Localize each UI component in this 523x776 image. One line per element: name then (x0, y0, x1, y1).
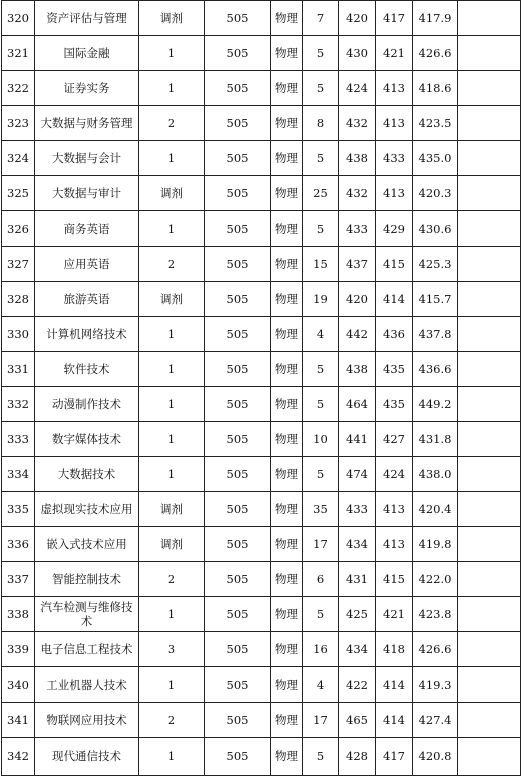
group-code-cell: 505 (205, 421, 271, 456)
empty-cell (458, 737, 521, 775)
plan-count-cell: 调剂 (139, 176, 205, 211)
group-code-cell: 505 (205, 141, 271, 176)
plan-count-cell: 2 (139, 246, 205, 281)
max-score-cell: 465 (339, 702, 376, 737)
row-number-cell: 323 (2, 106, 35, 141)
group-code-cell: 505 (205, 527, 271, 562)
empty-cell (458, 702, 521, 737)
min-score-cell: 413 (376, 176, 413, 211)
major-name-cell: 嵌入式技术应用 (35, 527, 139, 562)
group-code-cell: 505 (205, 386, 271, 421)
max-score-cell: 433 (339, 492, 376, 527)
table-row (2, 562, 521, 597)
average-score-cell: 417.9 (413, 1, 458, 36)
empty-cell (458, 421, 521, 456)
plan-count-cell: 1 (139, 667, 205, 702)
admitted-count-cell: 6 (303, 562, 339, 597)
admitted-count-cell: 5 (303, 211, 339, 246)
max-score-cell: 438 (339, 351, 376, 386)
min-score-cell: 415 (376, 562, 413, 597)
empty-cell (458, 36, 521, 71)
row-number-cell: 322 (2, 71, 35, 106)
max-score-cell: 442 (339, 316, 376, 351)
row-number-cell: 321 (2, 36, 35, 71)
table-row (2, 71, 521, 106)
max-score-cell: 474 (339, 457, 376, 492)
min-score-cell: 413 (376, 527, 413, 562)
admitted-count-cell: 5 (303, 457, 339, 492)
major-name-cell: 大数据与会计 (35, 141, 139, 176)
subject-category-cell: 物理 (271, 246, 303, 281)
table-row (2, 211, 521, 246)
max-score-cell: 432 (339, 176, 376, 211)
min-score-cell: 414 (376, 702, 413, 737)
table-row (2, 141, 521, 176)
group-code-cell: 505 (205, 562, 271, 597)
admitted-count-cell: 17 (303, 702, 339, 737)
max-score-cell: 420 (339, 1, 376, 36)
subject-category-cell: 物理 (271, 386, 303, 421)
max-score-cell: 464 (339, 386, 376, 421)
min-score-cell: 417 (376, 737, 413, 775)
row-number-cell: 334 (2, 457, 35, 492)
empty-cell (458, 457, 521, 492)
empty-cell (458, 632, 521, 667)
min-score-cell: 413 (376, 71, 413, 106)
plan-count-cell: 1 (139, 141, 205, 176)
min-score-cell: 413 (376, 492, 413, 527)
empty-cell (458, 71, 521, 106)
min-score-cell: 435 (376, 351, 413, 386)
min-score-cell: 418 (376, 632, 413, 667)
subject-category-cell: 物理 (271, 211, 303, 246)
max-score-cell: 431 (339, 562, 376, 597)
major-name-cell: 大数据技术 (35, 457, 139, 492)
subject-category-cell: 物理 (271, 562, 303, 597)
max-score-cell: 428 (339, 737, 376, 775)
min-score-cell: 414 (376, 281, 413, 316)
average-score-cell: 420.4 (413, 492, 458, 527)
plan-count-cell: 1 (139, 316, 205, 351)
empty-cell (458, 141, 521, 176)
row-number-cell: 336 (2, 527, 35, 562)
admitted-count-cell: 5 (303, 737, 339, 775)
average-score-cell: 422.0 (413, 562, 458, 597)
row-number-cell: 333 (2, 421, 35, 456)
average-score-cell: 427.4 (413, 702, 458, 737)
major-name-cell: 应用英语 (35, 246, 139, 281)
group-code-cell: 505 (205, 36, 271, 71)
group-code-cell: 505 (205, 457, 271, 492)
plan-count-cell: 3 (139, 632, 205, 667)
subject-category-cell: 物理 (271, 492, 303, 527)
max-score-cell: 434 (339, 632, 376, 667)
table-row (2, 316, 521, 351)
admitted-count-cell: 4 (303, 316, 339, 351)
major-name-cell: 计算机网络技术 (35, 316, 139, 351)
plan-count-cell: 2 (139, 702, 205, 737)
min-score-cell: 427 (376, 421, 413, 456)
major-name-cell: 汽车检测与维修技术 (35, 597, 139, 632)
table-row (2, 106, 521, 141)
admitted-count-cell: 5 (303, 36, 339, 71)
row-number-cell: 340 (2, 667, 35, 702)
table-row (2, 386, 521, 421)
group-code-cell: 505 (205, 246, 271, 281)
admitted-count-cell: 25 (303, 176, 339, 211)
subject-category-cell: 物理 (271, 281, 303, 316)
table-row (2, 351, 521, 386)
row-number-cell: 324 (2, 141, 35, 176)
average-score-cell: 435.0 (413, 141, 458, 176)
table-row (2, 702, 521, 737)
min-score-cell: 424 (376, 457, 413, 492)
subject-category-cell: 物理 (271, 421, 303, 456)
major-name-cell: 智能控制技术 (35, 562, 139, 597)
admitted-count-cell: 7 (303, 1, 339, 36)
plan-count-cell: 2 (139, 106, 205, 141)
average-score-cell: 423.5 (413, 106, 458, 141)
row-number-cell: 341 (2, 702, 35, 737)
group-code-cell: 505 (205, 211, 271, 246)
group-code-cell: 505 (205, 667, 271, 702)
empty-cell (458, 176, 521, 211)
min-score-cell: 433 (376, 141, 413, 176)
min-score-cell: 421 (376, 36, 413, 71)
major-name-cell: 物联网应用技术 (35, 702, 139, 737)
admitted-count-cell: 35 (303, 492, 339, 527)
empty-cell (458, 106, 521, 141)
table-row (2, 457, 521, 492)
max-score-cell: 425 (339, 597, 376, 632)
table-row (2, 421, 521, 456)
plan-count-cell: 1 (139, 351, 205, 386)
subject-category-cell: 物理 (271, 702, 303, 737)
row-number-cell: 335 (2, 492, 35, 527)
admitted-count-cell: 5 (303, 597, 339, 632)
empty-cell (458, 281, 521, 316)
admitted-count-cell: 4 (303, 667, 339, 702)
plan-count-cell: 调剂 (139, 281, 205, 316)
min-score-cell: 414 (376, 667, 413, 702)
average-score-cell: 425.3 (413, 246, 458, 281)
average-score-cell: 438.0 (413, 457, 458, 492)
max-score-cell: 433 (339, 211, 376, 246)
row-number-cell: 326 (2, 211, 35, 246)
major-name-cell: 软件技术 (35, 351, 139, 386)
group-code-cell: 505 (205, 351, 271, 386)
subject-category-cell: 物理 (271, 457, 303, 492)
table-row (2, 1, 521, 36)
empty-cell (458, 562, 521, 597)
empty-cell (458, 1, 521, 36)
table-row (2, 176, 521, 211)
subject-category-cell: 物理 (271, 71, 303, 106)
average-score-cell: 420.3 (413, 176, 458, 211)
row-number-cell: 332 (2, 386, 35, 421)
plan-count-cell: 2 (139, 562, 205, 597)
max-score-cell: 420 (339, 281, 376, 316)
table-row (2, 737, 521, 775)
plan-count-cell: 1 (139, 211, 205, 246)
major-name-cell: 动漫制作技术 (35, 386, 139, 421)
max-score-cell: 430 (339, 36, 376, 71)
admitted-count-cell: 8 (303, 106, 339, 141)
admitted-count-cell: 5 (303, 141, 339, 176)
subject-category-cell: 物理 (271, 632, 303, 667)
empty-cell (458, 597, 521, 632)
major-name-cell: 资产评估与管理 (35, 1, 139, 36)
table-row (2, 597, 521, 632)
table-row (2, 492, 521, 527)
admitted-count-cell: 15 (303, 246, 339, 281)
major-name-cell: 旅游英语 (35, 281, 139, 316)
group-code-cell: 505 (205, 492, 271, 527)
score-table (1, 0, 521, 776)
plan-count-cell: 1 (139, 386, 205, 421)
row-number-cell: 337 (2, 562, 35, 597)
max-score-cell: 432 (339, 106, 376, 141)
plan-count-cell: 调剂 (139, 1, 205, 36)
group-code-cell: 505 (205, 702, 271, 737)
group-code-cell: 505 (205, 1, 271, 36)
group-code-cell: 505 (205, 737, 271, 775)
plan-count-cell: 1 (139, 597, 205, 632)
average-score-cell: 436.6 (413, 351, 458, 386)
admitted-count-cell: 19 (303, 281, 339, 316)
empty-cell (458, 211, 521, 246)
subject-category-cell: 物理 (271, 176, 303, 211)
average-score-cell: 431.8 (413, 421, 458, 456)
plan-count-cell: 调剂 (139, 492, 205, 527)
average-score-cell: 419.8 (413, 527, 458, 562)
subject-category-cell: 物理 (271, 527, 303, 562)
min-score-cell: 429 (376, 211, 413, 246)
subject-category-cell: 物理 (271, 1, 303, 36)
average-score-cell: 430.6 (413, 211, 458, 246)
admitted-count-cell: 5 (303, 71, 339, 106)
major-name-cell: 虚拟现实技术应用 (35, 492, 139, 527)
row-number-cell: 342 (2, 737, 35, 775)
min-score-cell: 435 (376, 386, 413, 421)
admitted-count-cell: 16 (303, 632, 339, 667)
max-score-cell: 422 (339, 667, 376, 702)
major-name-cell: 商务英语 (35, 211, 139, 246)
row-number-cell: 327 (2, 246, 35, 281)
empty-cell (458, 492, 521, 527)
row-number-cell: 330 (2, 316, 35, 351)
subject-category-cell: 物理 (271, 351, 303, 386)
max-score-cell: 424 (339, 71, 376, 106)
table-row (2, 281, 521, 316)
major-name-cell: 数字媒体技术 (35, 421, 139, 456)
subject-category-cell: 物理 (271, 106, 303, 141)
max-score-cell: 441 (339, 421, 376, 456)
major-name-cell: 证券实务 (35, 71, 139, 106)
empty-cell (458, 527, 521, 562)
subject-category-cell: 物理 (271, 737, 303, 775)
plan-count-cell: 调剂 (139, 527, 205, 562)
min-score-cell: 417 (376, 1, 413, 36)
min-score-cell: 436 (376, 316, 413, 351)
major-name-cell: 现代通信技术 (35, 737, 139, 775)
average-score-cell: 423.8 (413, 597, 458, 632)
table-row (2, 527, 521, 562)
row-number-cell: 339 (2, 632, 35, 667)
average-score-cell: 426.6 (413, 632, 458, 667)
group-code-cell: 505 (205, 71, 271, 106)
admitted-count-cell: 5 (303, 351, 339, 386)
table-row (2, 36, 521, 71)
average-score-cell: 437.8 (413, 316, 458, 351)
row-number-cell: 331 (2, 351, 35, 386)
empty-cell (458, 667, 521, 702)
average-score-cell: 426.6 (413, 36, 458, 71)
plan-count-cell: 1 (139, 71, 205, 106)
max-score-cell: 438 (339, 141, 376, 176)
admitted-count-cell: 17 (303, 527, 339, 562)
empty-cell (458, 351, 521, 386)
subject-category-cell: 物理 (271, 36, 303, 71)
average-score-cell: 415.7 (413, 281, 458, 316)
subject-category-cell: 物理 (271, 597, 303, 632)
min-score-cell: 413 (376, 106, 413, 141)
empty-cell (458, 316, 521, 351)
average-score-cell: 449.2 (413, 386, 458, 421)
empty-cell (458, 246, 521, 281)
table-body (2, 1, 521, 776)
subject-category-cell: 物理 (271, 667, 303, 702)
max-score-cell: 434 (339, 527, 376, 562)
table-row (2, 246, 521, 281)
table-row (2, 667, 521, 702)
plan-count-cell: 1 (139, 737, 205, 775)
plan-count-cell: 1 (139, 36, 205, 71)
group-code-cell: 505 (205, 176, 271, 211)
major-name-cell: 电子信息工程技术 (35, 632, 139, 667)
admitted-count-cell: 5 (303, 386, 339, 421)
min-score-cell: 421 (376, 597, 413, 632)
major-name-cell: 大数据与财务管理 (35, 106, 139, 141)
major-name-cell: 工业机器人技术 (35, 667, 139, 702)
empty-cell (458, 386, 521, 421)
admitted-count-cell: 10 (303, 421, 339, 456)
group-code-cell: 505 (205, 281, 271, 316)
major-name-cell: 国际金融 (35, 36, 139, 71)
max-score-cell: 437 (339, 246, 376, 281)
row-number-cell: 320 (2, 1, 35, 36)
group-code-cell: 505 (205, 316, 271, 351)
group-code-cell: 505 (205, 632, 271, 667)
subject-category-cell: 物理 (271, 141, 303, 176)
major-name-cell: 大数据与审计 (35, 176, 139, 211)
row-number-cell: 325 (2, 176, 35, 211)
group-code-cell: 505 (205, 106, 271, 141)
average-score-cell: 420.8 (413, 737, 458, 775)
min-score-cell: 415 (376, 246, 413, 281)
subject-category-cell: 物理 (271, 316, 303, 351)
row-number-cell: 338 (2, 597, 35, 632)
plan-count-cell: 1 (139, 457, 205, 492)
table-row (2, 632, 521, 667)
row-number-cell: 328 (2, 281, 35, 316)
average-score-cell: 419.3 (413, 667, 458, 702)
group-code-cell: 505 (205, 597, 271, 632)
plan-count-cell: 1 (139, 421, 205, 456)
average-score-cell: 418.6 (413, 71, 458, 106)
